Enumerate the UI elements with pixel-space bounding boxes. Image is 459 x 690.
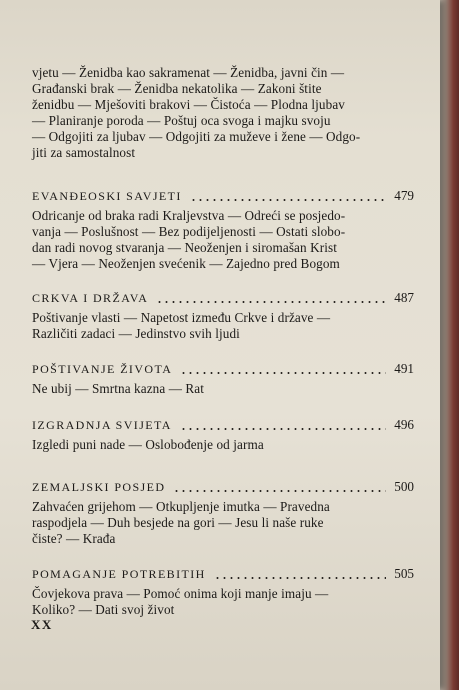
toc-text-line: raspodjela — Duh besjede na gori — Jesu li naše ruke	[32, 515, 324, 530]
toc-text-line: Različiti zadaci — Jedinstvo svih ljudi	[32, 326, 240, 341]
section-page-number: 496	[394, 417, 414, 432]
toc-text-line: Čovjekova prava — Pomoć onima koji manje imaju —	[32, 586, 329, 601]
section-heading: ZEMALJSKI POSJED	[32, 480, 166, 494]
toc-text-line: — Odgojiti za ljubav — Odgojiti za muževe i žene — Odgo-	[32, 129, 361, 144]
toc-text-line: Odricanje od braka radi Kraljevstva — Odreći se posjedo-	[32, 208, 346, 223]
toc-text-line: jiti za samostalnost	[32, 145, 136, 160]
section-heading: POŠTIVANJE ŽIVOTA	[32, 362, 173, 376]
toc-text-line: — Planiranje poroda — Poštuj oca svoga i majku svoju	[32, 113, 331, 128]
leader-dots	[180, 428, 386, 430]
section-heading: CRKVA I DRŽAVA	[32, 291, 149, 305]
toc-text-line: Zahvaćen grijehom — Otkupljenje imutka — Pravedna	[32, 499, 330, 514]
leader-dots	[173, 490, 386, 492]
section-page-number: 479	[394, 188, 414, 203]
toc-text-line: Koliko? — Dati svoj život	[32, 602, 175, 617]
section-page-number: 487	[394, 290, 414, 305]
toc-text-line: Poštivanje vlasti — Napetost između Crkve i države —	[32, 310, 331, 325]
toc-text-line: vanja — Poslušnost — Bez podijeljenosti — Ostati slobo-	[32, 224, 346, 239]
book-edge	[440, 0, 459, 690]
leader-dots	[156, 301, 386, 303]
section-heading: EVANĐEOSKI SAVJETI	[32, 189, 182, 203]
section-page-number: 505	[394, 566, 414, 581]
toc-text-line: — Vjera — Neoženjen svećenik — Zajedno pred Bogom	[32, 256, 340, 271]
leader-dots	[190, 199, 386, 201]
section-page-number: 491	[394, 361, 414, 376]
toc-text-line: dan radi novog stvaranja — Neoženjen i siromašan Krist	[32, 240, 337, 255]
toc-text-line: vjetu — Ženidba kao sakramenat — Ženidba, javni čin —	[32, 65, 345, 80]
leader-dots	[180, 372, 386, 374]
page-folio: XX	[31, 617, 53, 632]
toc-text-line: čiste? — Krađa	[32, 531, 116, 546]
toc-text-line: Izgledi puni nade — Oslobođenje od jarma	[32, 437, 264, 452]
toc-text-line: ženidbu — Mješoviti brakovi — Čistoća — Plodna ljubav	[32, 97, 345, 112]
section-heading: POMAGANJE POTREBITIH	[32, 567, 206, 581]
section-page-number: 500	[394, 479, 414, 494]
toc-text-line: Građanski brak — Ženidba nekatolika — Zakoni štite	[32, 81, 322, 96]
toc-text-line: Ne ubij — Smrtna kazna — Rat	[32, 381, 205, 396]
section-heading: IZGRADNJA SVIJETA	[32, 418, 172, 432]
leader-dots	[214, 577, 386, 579]
